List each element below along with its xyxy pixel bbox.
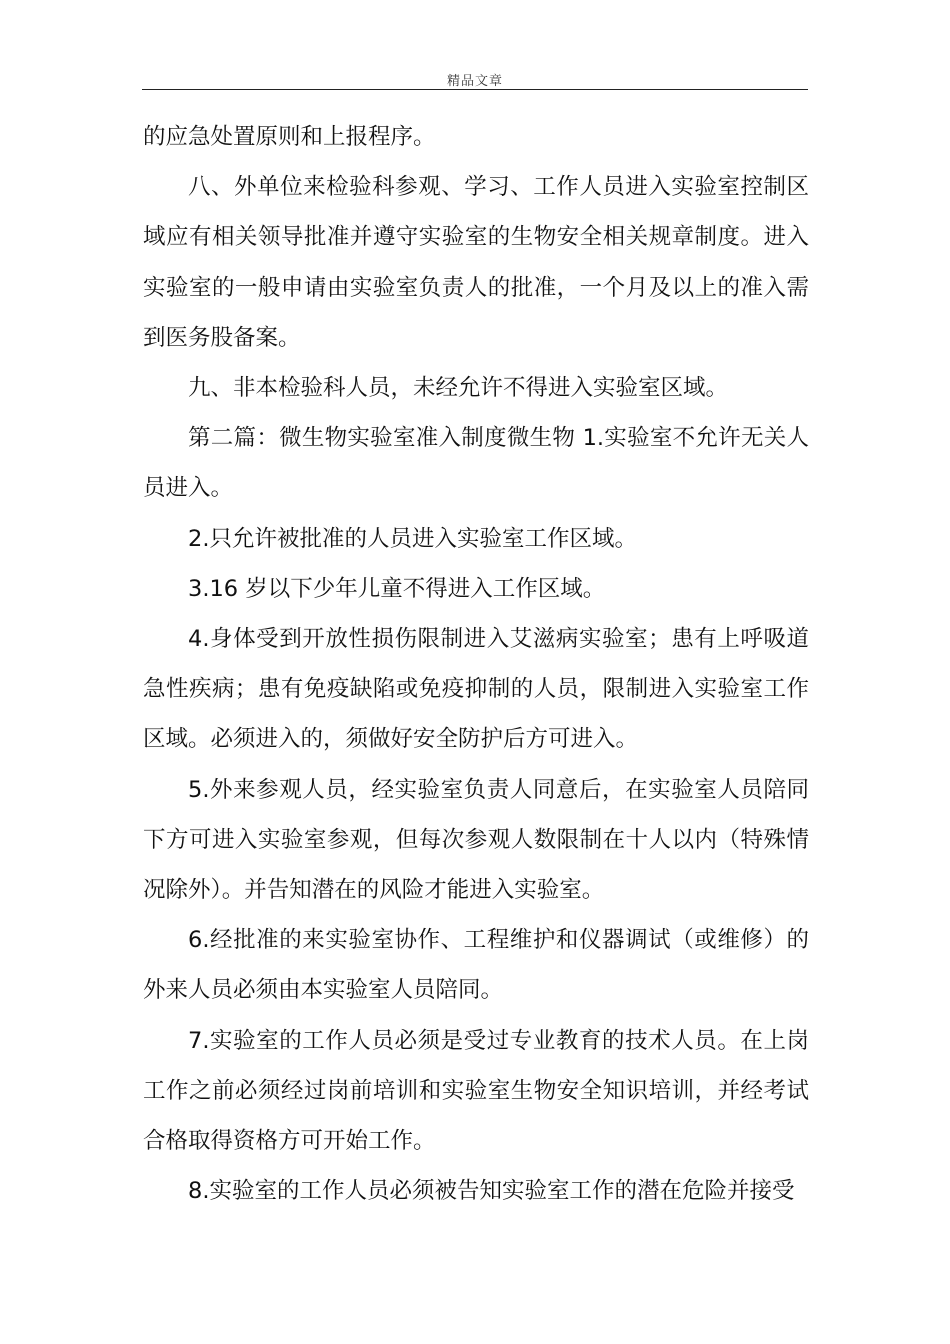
paragraph: 6.经批准的来实验室协作、工程维护和仪器调试（或维修）的外来人员必须由本实验室人员陪同。 <box>143 927 809 1004</box>
paragraph: 2.只允许被批准的人员进入实验室工作区域。 <box>188 525 637 552</box>
paragraph: 7.实验室的工作人员必须是受过专业教育的技术人员。在上岗工作之前必须经过岗前培训和实验室生物安全知识培训，并经考试合格取得资格方可开始工作。 <box>143 1027 809 1155</box>
document-body <box>143 112 809 1216</box>
paragraph: 5.外来参观人员，经实验室负责人同意后，在实验室人员陪同下方可进入实验室参观，但每次参观人数限制在十人以内（特殊情况除外）。并告知潜在的风险才能进入实验室。 <box>143 776 809 904</box>
paragraph: 九、非本检验科人员，未经允许不得进入实验室区域。 <box>188 375 729 402</box>
paragraph: 8.实验室的工作人员必须被告知实验室工作的潜在危险并接受 <box>188 1178 795 1205</box>
paragraph: 八、外单位来检验科参观、学习、工作人员进入实验室控制区域应有相关领导批准并遵守实验室的生物安全相关规章制度。进入实验室的一般申请由实验室负责人的批准，一个月及以上的准入需到医务股备案。 <box>143 174 809 351</box>
paragraph: 的应急处置原则和上报程序。 <box>143 124 436 150</box>
paragraph: 第二篇：微生物实验室准入制度微生物 1.实验室不允许无关人员进入。 <box>143 425 809 502</box>
page-header: 精品文章 <box>446 74 503 89</box>
header-divider <box>142 89 808 90</box>
paragraph: 4.身体受到开放性损伤限制进入艾滋病实验室；患有上呼吸道急性疾病；患有免疫缺陷或免疫抑制的人员，限制进入实验室工作区域。必须进入的，须做好安全防护后方可进入。 <box>143 626 809 753</box>
paragraph: 3.16 岁以下少年儿童不得进入工作区域。 <box>188 575 606 602</box>
